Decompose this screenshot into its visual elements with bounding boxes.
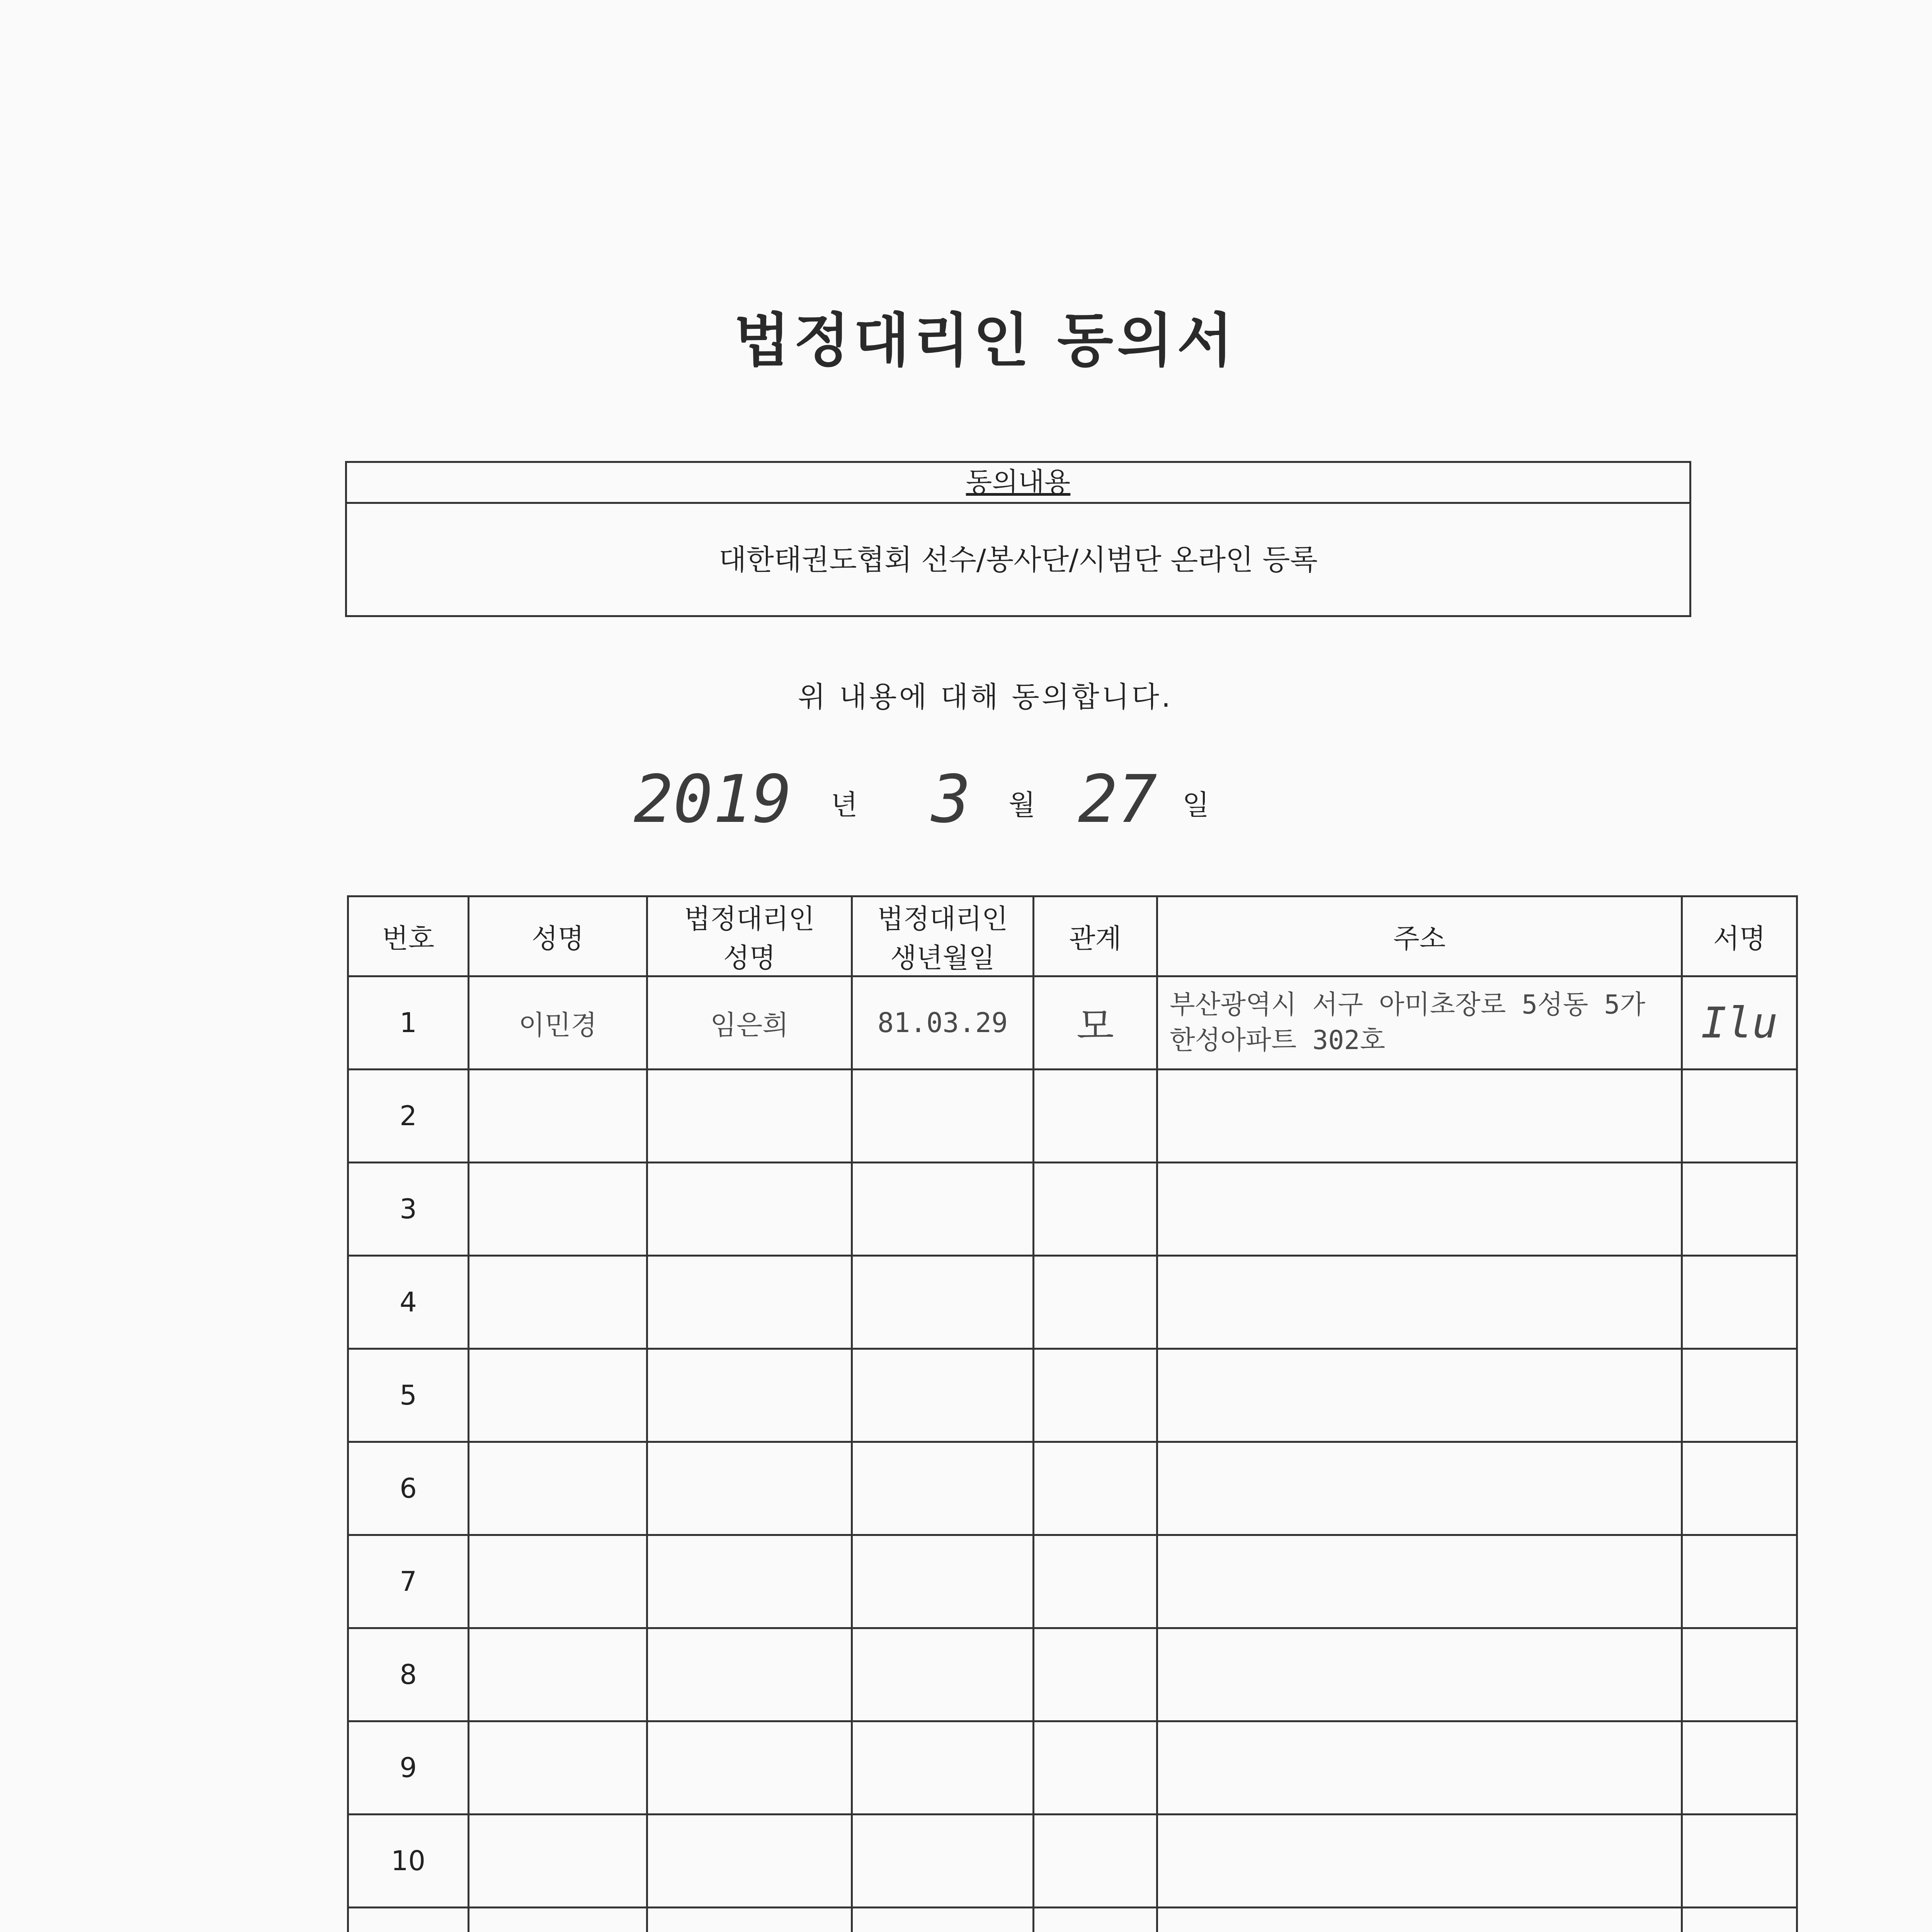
- table-row: [348, 1349, 1797, 1442]
- cell-no: 10: [348, 1815, 469, 1908]
- cell-address: [1157, 1908, 1682, 1932]
- header-guardian-birth-line2: 생년월일: [890, 942, 995, 974]
- cell-no: 4: [348, 1256, 469, 1349]
- cell-no: 2: [348, 1070, 469, 1163]
- cell-name: [469, 1815, 647, 1908]
- cell-address: [1157, 1070, 1682, 1163]
- cell-signature: [1682, 1908, 1797, 1932]
- cell-relation: [1034, 1908, 1157, 1932]
- cell-guardian-name: [647, 1628, 852, 1721]
- cell-address: [1157, 1163, 1682, 1256]
- cell-guardian-birth: [852, 1908, 1034, 1932]
- cell-guardian-name: [647, 1721, 852, 1815]
- cell-guardian-birth: [852, 1163, 1034, 1256]
- table-row: [348, 1442, 1797, 1535]
- cell-address: [1157, 1628, 1682, 1721]
- table-row: [348, 1815, 1797, 1908]
- cell-guardian-name: 임은희: [647, 976, 852, 1070]
- cell-guardian-birth: [852, 1070, 1034, 1163]
- table-row: [348, 1256, 1797, 1349]
- consent-header-label: 동의내용: [966, 466, 1071, 498]
- cell-address: [1157, 1442, 1682, 1535]
- date-row: [0, 757, 1932, 842]
- table-header-row: [348, 896, 1797, 976]
- cell-guardian-birth: [852, 1721, 1034, 1815]
- cell-signature: [1682, 1070, 1797, 1163]
- date-day: 27: [1078, 761, 1157, 838]
- cell-signature: [1682, 1628, 1797, 1721]
- consent-header: [347, 463, 1689, 504]
- cell-address-line2: 한성아파트 302호: [1170, 1025, 1385, 1056]
- cell-address-line1: 부산광역시 서구 아미초장로 5성동 5가: [1170, 990, 1645, 1020]
- cell-guardian-name: [647, 1535, 852, 1628]
- table-row: [348, 1628, 1797, 1721]
- cell-address: [1157, 976, 1682, 1070]
- cell-guardian-birth: [852, 1628, 1034, 1721]
- cell-guardian-name: [647, 1070, 852, 1163]
- cell-relation: [1034, 1535, 1157, 1628]
- agree-statement: 위 내용에 대해 동의합니다.: [798, 680, 1173, 714]
- cell-no: 3: [348, 1163, 469, 1256]
- header-name: 성명: [469, 896, 647, 976]
- cell-guardian-birth: [852, 1442, 1034, 1535]
- header-guardian-birth: [852, 896, 1034, 976]
- cell-address: [1157, 1349, 1682, 1442]
- cell-relation: [1034, 1163, 1157, 1256]
- consent-box: [345, 461, 1691, 617]
- table-row: [348, 976, 1797, 1070]
- cell-relation: [1034, 1815, 1157, 1908]
- date-year-unit: 년: [831, 789, 858, 821]
- cell-guardian-name: [647, 1256, 852, 1349]
- cell-guardian-name: [647, 1815, 852, 1908]
- header-guardian-name: [647, 896, 852, 976]
- cell-signature: Ilu: [1682, 976, 1797, 1070]
- cell-no: 1: [348, 976, 469, 1070]
- cell-name: [469, 1535, 647, 1628]
- cell-relation: [1034, 1070, 1157, 1163]
- cell-no: 8: [348, 1628, 469, 1721]
- cell-guardian-birth: [852, 1349, 1034, 1442]
- cell-relation: 모: [1034, 976, 1157, 1070]
- cell-guardian-birth: [852, 1815, 1034, 1908]
- cell-name: [469, 1256, 647, 1349]
- cell-signature: [1682, 1349, 1797, 1442]
- cell-name: [469, 1163, 647, 1256]
- header-signature: 서명: [1682, 896, 1797, 976]
- registration-table: [347, 895, 1798, 1932]
- cell-signature: [1682, 1442, 1797, 1535]
- cell-no: 7: [348, 1535, 469, 1628]
- cell-signature: [1682, 1721, 1797, 1815]
- header-guardian-birth-line1: 법정대리인: [877, 903, 1008, 935]
- date-day-unit: 일: [1182, 789, 1209, 821]
- cell-address: [1157, 1535, 1682, 1628]
- cell-relation: [1034, 1349, 1157, 1442]
- table-row: [348, 1721, 1797, 1815]
- table-row: [348, 1535, 1797, 1628]
- header-guardian-name-line1: 법정대리인: [684, 903, 815, 935]
- header-guardian-name-line2: 성명: [723, 942, 776, 974]
- table-row: [348, 1070, 1797, 1163]
- cell-guardian-birth: [852, 1256, 1034, 1349]
- header-relation: 관계: [1034, 896, 1157, 976]
- cell-guardian-name: [647, 1442, 852, 1535]
- cell-signature: [1682, 1256, 1797, 1349]
- cell-address: [1157, 1256, 1682, 1349]
- cell-address: [1157, 1815, 1682, 1908]
- cell-no: [348, 1908, 469, 1932]
- cell-signature: [1682, 1163, 1797, 1256]
- date-month-unit: 월: [1009, 789, 1036, 821]
- cell-relation: [1034, 1721, 1157, 1815]
- date-month: 3: [931, 761, 971, 838]
- document-title: 법정대리인 동의서: [734, 307, 1237, 374]
- cell-guardian-name: [647, 1908, 852, 1932]
- cell-signature: [1682, 1535, 1797, 1628]
- cell-name: [469, 1070, 647, 1163]
- cell-signature: [1682, 1815, 1797, 1908]
- cell-guardian-name: [647, 1349, 852, 1442]
- date-year: 2019: [634, 761, 792, 838]
- cell-name: [469, 1721, 647, 1815]
- cell-name: [469, 1442, 647, 1535]
- cell-no: 6: [348, 1442, 469, 1535]
- cell-name: [469, 1349, 647, 1442]
- cell-relation: [1034, 1442, 1157, 1535]
- cell-no: 5: [348, 1349, 469, 1442]
- consent-content: 대한태권도협회 선수/봉사단/시범단 온라인 등록: [718, 543, 1318, 577]
- cell-address: [1157, 1721, 1682, 1815]
- cell-no: 9: [348, 1721, 469, 1815]
- table-row: [348, 1163, 1797, 1256]
- cell-relation: [1034, 1256, 1157, 1349]
- header-address: 주소: [1157, 896, 1682, 976]
- table-row: [348, 1908, 1797, 1932]
- cell-guardian-name: [647, 1163, 852, 1256]
- cell-guardian-birth: [852, 1535, 1034, 1628]
- cell-relation: [1034, 1628, 1157, 1721]
- cell-name: 이민경: [469, 976, 647, 1070]
- cell-name: [469, 1628, 647, 1721]
- cell-guardian-birth: 81.03.29: [852, 976, 1034, 1070]
- header-no: 번호: [348, 896, 469, 976]
- cell-name: [469, 1908, 647, 1932]
